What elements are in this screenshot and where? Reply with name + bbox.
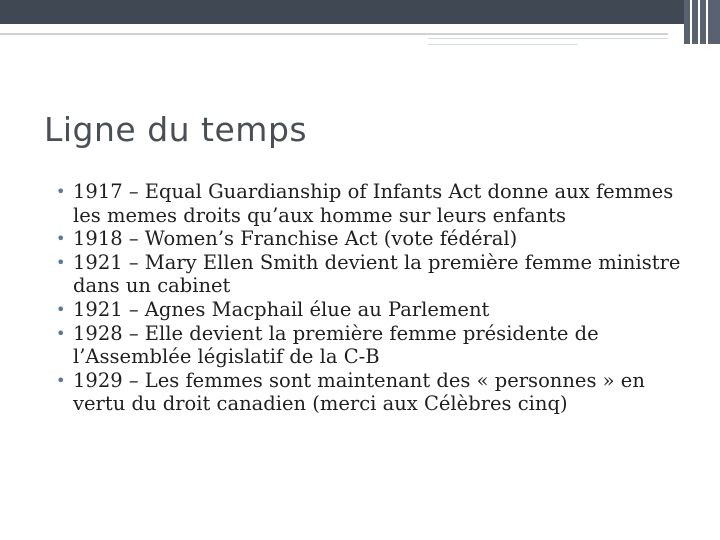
timeline-list [52, 180, 692, 416]
list-item-text: 1921 – Agnes Macphail élue au Parlement [73, 297, 490, 321]
list-item-text: 1917 – Equal Guardianship of Infants Act donne aux femmes les memes droits qu’aux homme sur leurs enfants [73, 180, 674, 227]
bullet-icon: • [56, 252, 66, 272]
header-stripes [684, 0, 720, 44]
bullet-icon: • [56, 323, 66, 343]
list-item [52, 227, 692, 251]
bullet-icon: • [56, 229, 66, 249]
bullet-icon: • [56, 370, 66, 390]
list-item [52, 298, 692, 322]
list-item [52, 369, 692, 416]
header-rule-accent-1 [428, 38, 668, 39]
bullet-icon: • [56, 299, 66, 319]
list-item [52, 180, 692, 227]
header-band [0, 0, 720, 24]
list-item-text: 1918 – Women’s Franchise Act (vote fédéral) [73, 227, 518, 251]
slide-title: Ligne du temps [44, 110, 308, 149]
header-rule-accent-2 [428, 44, 578, 45]
list-item [52, 251, 692, 298]
list-item-text: 1929 – Les femmes sont maintenant des « personnes » en vertu du droit canadien (merci aux Célèbres cinq) [73, 368, 645, 416]
bullet-icon: • [56, 182, 66, 201]
list-item [52, 322, 692, 369]
list-item-text: 1928 – Elle devient la première femme présidente de l’Assemblée législatif de la C-B [73, 321, 599, 369]
list-item-text: 1921 – Mary Ellen Smith devient la première femme ministre dans un cabinet [73, 250, 681, 298]
header-rule [0, 33, 668, 35]
